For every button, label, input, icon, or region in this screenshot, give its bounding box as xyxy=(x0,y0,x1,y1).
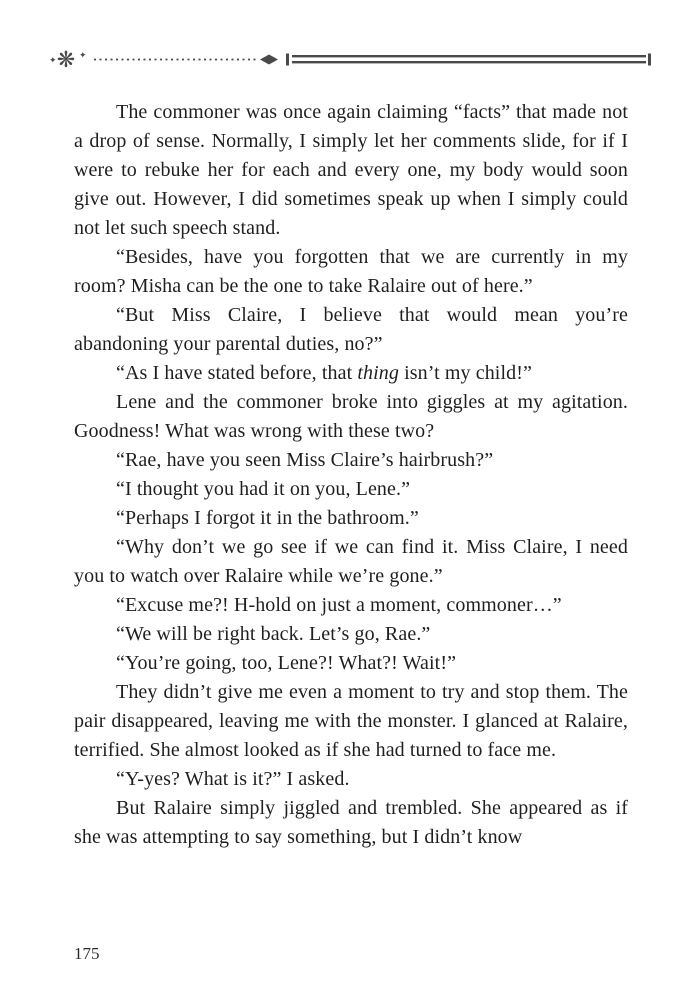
double-rule-bottom xyxy=(292,61,646,63)
text-segment: “But Miss Claire, I believe that would mean you’re abandoning your parental duties, no?” xyxy=(74,304,628,355)
paragraph xyxy=(74,359,628,388)
paragraph xyxy=(74,301,628,359)
paragraph xyxy=(74,98,628,243)
text-segment: “As I have stated before, that xyxy=(116,362,358,384)
sparkle-left-icon: ✦ xyxy=(49,56,57,66)
text-segment: “Rae, have you seen Miss Claire’s hairbrush?” xyxy=(116,449,494,471)
text-segment: thing xyxy=(357,362,399,384)
paragraph xyxy=(74,765,628,794)
text-segment: Lene and the commoner broke into giggles at my agitation. Goodness! What was wrong with these two? xyxy=(74,391,628,442)
paragraph xyxy=(74,533,628,591)
paragraph xyxy=(74,620,628,649)
text-segment: They didn’t give me even a moment to try and stop them. The pair disappeared, leaving me with the monster. I glanced at Ralaire, terrified. She almost looked as if she had turned to face me. xyxy=(74,681,628,761)
paragraph xyxy=(74,475,628,504)
sparkle-right-icon: ✦ xyxy=(79,51,87,61)
text-segment: isn’t my child!” xyxy=(398,362,532,384)
paragraph xyxy=(74,388,628,446)
paragraph xyxy=(74,243,628,301)
text-segment: “Why don’t we go see if we can find it. Miss Claire, I need you to watch over Ralaire while we’re gone.” xyxy=(74,536,628,587)
chapter-divider-ornament xyxy=(44,46,656,74)
diamond-ornament xyxy=(260,55,278,65)
chapter-divider xyxy=(44,46,656,74)
text-block xyxy=(74,98,628,852)
paragraph xyxy=(74,591,628,620)
paragraph xyxy=(74,794,628,852)
paragraph xyxy=(74,446,628,475)
text-segment: “We will be right back. Let’s go, Rae.” xyxy=(116,623,431,645)
text-segment: “You’re going, too, Lene?! What?! Wait!” xyxy=(116,652,457,674)
rule-start-cap xyxy=(286,54,289,66)
rule-end-cap xyxy=(648,54,651,66)
paragraph xyxy=(74,649,628,678)
text-segment: “Excuse me?! H-hold on just a moment, commoner…” xyxy=(116,594,562,616)
text-segment: “Perhaps I forgot it in the bathroom.” xyxy=(116,507,419,529)
page-number: 175 xyxy=(74,944,100,963)
paragraph xyxy=(74,678,628,765)
text-segment: “Y-yes? What is it?” I asked. xyxy=(116,768,350,790)
rosette-icon: ❋ xyxy=(56,48,76,73)
paragraph xyxy=(74,504,628,533)
double-rule-top xyxy=(292,55,646,57)
text-segment: But Ralaire simply jiggled and trembled. She appeared as if she was attempting to say something, but I didn’t know xyxy=(74,797,628,848)
text-segment: “Besides, have you forgotten that we are currently in my room? Misha can be the one to take Ralaire out of here.” xyxy=(74,246,628,297)
text-segment: “I thought you had it on you, Lene.” xyxy=(116,478,411,500)
text-segment: The commoner was once again claiming “facts” that made not a drop of sense. Normally, I simply let her comments slide, for if I were to rebuke her for each and every one, my body would soon give out. However, I did sometimes speak up when I simply could not let such speech stand. xyxy=(74,101,628,239)
